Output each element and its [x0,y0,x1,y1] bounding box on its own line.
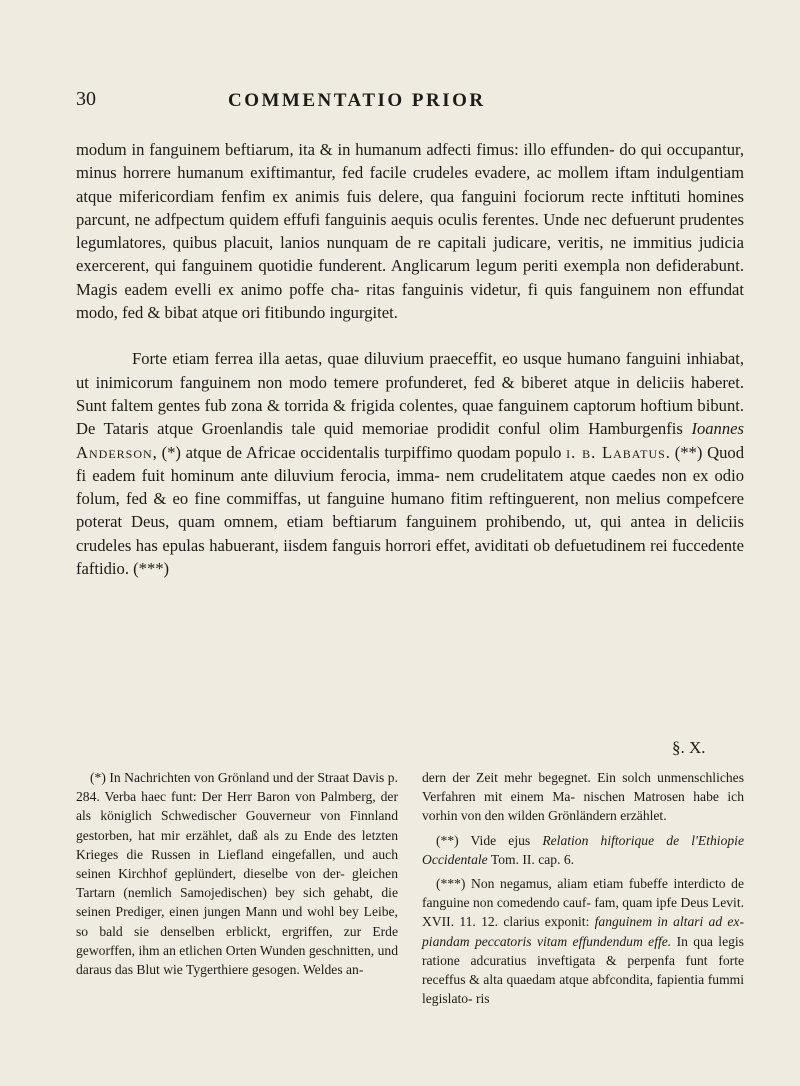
footnote-1-continuation: dern der Zeit mehr begegnet. Ein solch unmenschliches Verfahren mit einem Ma- nischen Matrosen habe ich vorhin von den wilden Grönländern erzählet. [422,770,744,824]
running-head [0,88,800,118]
author-name-ioannes: Ioannes [691,419,744,439]
footnotes [76,768,744,1068]
paragraph-1: modum in fanguinem beftiarum, ita & in humanum adfecti fimus: illo effunden- do qui occupantur, minus horrere humanum exiftimantur, fed facile crudeles evadere, ac mollem iftam indulgentiam atque mifericordiam fenfim ex animis fuis delere, qua fanguini fociorum recte inftituti homines parcunt, ne adfpectum quidem effufi fanguinis aequis oculis ferentes. Unde nec defuerunt prudentes legumlatores, quibus placuit, lanios nunquam de re capitali judicare, veritis, ne immitius judicia exercerent, qui fanguinem quotidie funderent. Anglicarum legum periti exempla non defiderabunt. Magis eadem evelli ex animo poffe cha- ritas fanguinis videtur, fi quis fanguinem non effundat modo, fed & bibat atque ori fitibundo ingurgitet. [76,140,744,323]
footnote-3-rest: In qua legis ratione adcuratius inveftigata & perpenfa funt forte receffus & alta quaedam atque abfcondita, fapientia fummi legislato- ris [422,933,744,1007]
footnote-2 [422,831,744,869]
paragraph-2-part-b: , (*) atque de Africae occidentalis turpiffimo quodam populo [152,442,562,462]
main-text [76,138,744,580]
footnote-2-lead: (**) Vide ejus [436,832,531,848]
footnote-3-quote: fanguinem in altari ad ex- piandam peccatoris vitam effundendum effe. [422,914,744,949]
running-title: COMMENTATIO PRIOR [228,90,486,111]
footnotes-right-column [422,768,744,1013]
paragraph-2-part-a: Forte etiam ferrea illa aetas, quae diluvium praeceffit, eo usque humano fanguini inhiabat, ut inimicorum fanguinem non modo temere profunderet, fed & biberet atque in deliciis haberet. Sunt faltem gentes fub zona & torrida & frigida colentes, quae fanguinem captorum hoftium bibunt. De Tataris atque Groenlandis tale quid memoriae prodidit conful olim Hamburgenfis [76,349,744,439]
author-name-labatus: i. b. Labatus [566,442,666,462]
footnote-1: (*) In Nachrichten von Grönland und der Straat Davis p. 284. Verba haec funt: Der Herr Baron von Palmberg, der als königlich Schwedischer Gouverneur von Finnland gestorben, hat mir erzählet, daß als zu Ende des letzten Krieges die Russen in Liefland eingefallen, und auch seinen Kirchhof geplündert, dieselbe von der- gleichen Tartarn (nemlich Samojedischen) bey sich gehabt, die seinen Prediger, einen jungen Mann und wohl bey Leibe, so bald sie denselben erblickt, ergriffen, zur Erde geworffen, ihm an etlichen Orten Wunden geschnitten, und daraus das Blut wie Tygerthiere gesogen. Weldes an- [76,770,398,978]
section-mark: §. X. [672,738,706,757]
paragraph-2 [76,347,744,580]
footnote-2-title: Relation hiftorique de l'Ethiopie Occidentale [422,832,744,867]
footnote-3 [422,874,744,1008]
page-number: 30 [76,88,96,110]
paragraph-2-part-c: . (**) Quod fi eadem fuit hominum ante diluvium ferocia, imma- nem crudelitatem atque caedes non ex odio folum, fed & eo fine commiffas, ut fanguine humano fitim reftinguerent, non melius compefcere poterat Deus, quam omnem, etiam beftiarum fanguinem prohibendo, ut, qui antea in deliciis crudeles has epulas habuerant, iisdem fanguis horrori effet, aviditati ob defuetudinem rei fuccedente faftidio. (***) [76,442,744,579]
footnotes-left-column [76,768,398,984]
footnote-3-lead: (***) Non negamus, aliam etiam fubeffe interdicto de fanguine non comedendo cauf- fam, quam ipfe Deus Levit. XVII. 11. 12. clarius exponit: [422,876,744,930]
footnote-2-ref: Tom. II. cap. 6. [490,851,575,867]
author-name-anderson: Anderson [76,442,153,462]
